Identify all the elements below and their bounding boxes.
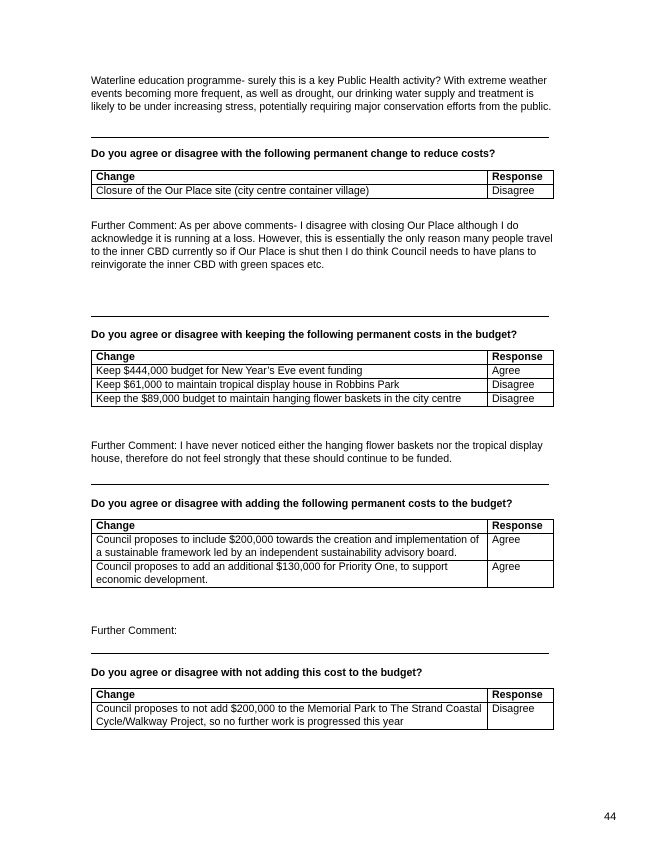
response-cell: Disagree [488, 703, 554, 730]
change-cell: Council proposes to add an additional $130,000 for Priority One, to support economic development. [92, 561, 488, 588]
response-cell: Disagree [488, 379, 554, 393]
change-column-header: Change [92, 520, 488, 534]
question-heading: Do you agree or disagree with adding the following permanent costs to the budget? [91, 498, 513, 510]
intro-paragraph: Waterline education programme- surely this is a key Public Health activity? With extreme weather events becoming more frequent, as well as drought, our drinking water supply and treatment is likely to be under increasing stress, potentially requiring major conservation efforts from the public. [91, 75, 552, 113]
further-comment: Further Comment: As per above comments- I disagree with closing Our Place although I do acknowledge it is running at a loss. However, this is essentially the only reason many people travel to the inner CBD currently so if Our Place is shut then I do think Council needs to have plans to reinvigorate the inner CBD with green spaces etc. [91, 220, 553, 271]
change-column-header: Change [92, 689, 488, 703]
table-row [92, 379, 554, 393]
table-row [92, 561, 554, 588]
response-cell: Agree [488, 534, 554, 561]
change-cell: Keep $61,000 to maintain tropical display house in Robbins Park [92, 379, 488, 393]
divider-rule [91, 316, 549, 317]
divider-rule [91, 484, 549, 485]
response-table [91, 170, 554, 199]
table-row [92, 534, 554, 561]
response-cell: Agree [488, 365, 554, 379]
response-table [91, 688, 554, 730]
response-column-header: Response [488, 351, 554, 365]
change-cell: Closure of the Our Place site (city centre container village) [92, 185, 488, 199]
question-heading: Do you agree or disagree with not adding this cost to the budget? [91, 667, 423, 679]
table-header-row [92, 351, 554, 365]
divider-rule [91, 653, 549, 654]
table-row [92, 703, 554, 730]
response-column-header: Response [488, 171, 554, 185]
divider-rule [91, 137, 549, 138]
table-header-row [92, 171, 554, 185]
change-column-header: Change [92, 351, 488, 365]
change-cell: Council proposes to not add $200,000 to the Memorial Park to The Strand Coastal Cycle/Walkway Project, so no further work is progressed this year [92, 703, 488, 730]
response-cell: Disagree [488, 393, 554, 407]
table-row [92, 365, 554, 379]
further-comment: Further Comment: I have never noticed either the hanging flower baskets nor the tropical display house, therefore do not feel strongly that these should continue to be funded. [91, 440, 543, 465]
change-cell: Council proposes to include $200,000 towards the creation and implementation of a sustainable framework led by an independent sustainability advisory board. [92, 534, 488, 561]
response-column-header: Response [488, 689, 554, 703]
change-cell: Keep the $89,000 budget to maintain hanging flower baskets in the city centre [92, 393, 488, 407]
further-comment: Further Comment: [91, 625, 177, 637]
table-header-row [92, 520, 554, 534]
question-heading: Do you agree or disagree with keeping the following permanent costs in the budget? [91, 329, 518, 341]
change-cell: Keep $444,000 budget for New Year’s Eve event funding [92, 365, 488, 379]
table-row [92, 185, 554, 199]
response-table [91, 519, 554, 588]
table-header-row [92, 689, 554, 703]
page-number: 44 [604, 811, 617, 823]
response-column-header: Response [488, 520, 554, 534]
table-row [92, 393, 554, 407]
response-table [91, 350, 554, 407]
question-heading: Do you agree or disagree with the following permanent change to reduce costs? [91, 148, 496, 160]
change-column-header: Change [92, 171, 488, 185]
response-cell: Agree [488, 561, 554, 588]
response-cell: Disagree [488, 185, 554, 199]
